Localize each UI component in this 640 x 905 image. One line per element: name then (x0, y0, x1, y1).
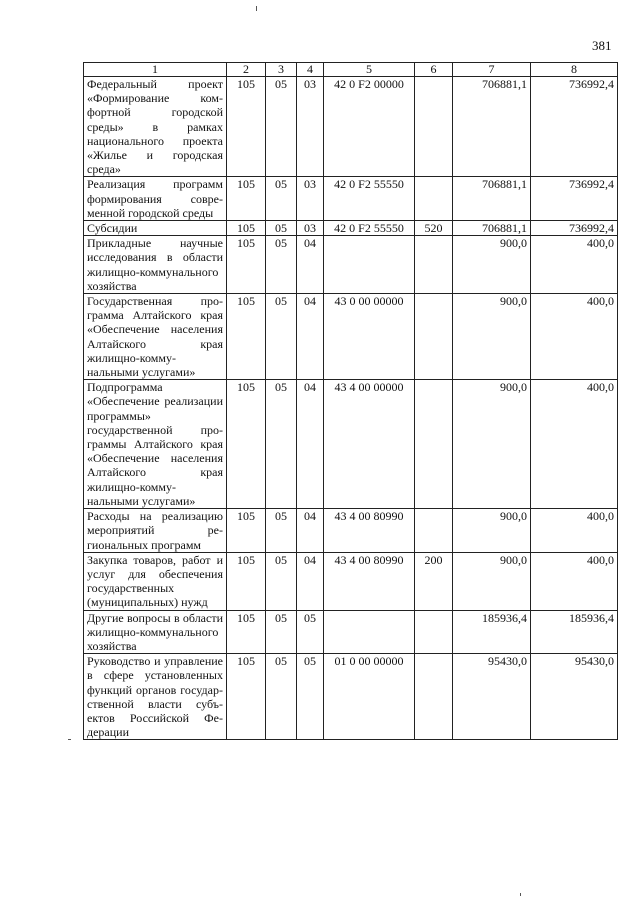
section-cell: 05 (266, 77, 297, 177)
amount-cell: 736992,4 (531, 77, 618, 177)
item-name-cell: Федеральный проект «Формирование комфортной городской среды» в рамках национального проекта «Жилье и городская среда» (84, 77, 227, 177)
subsection-cell: 03 (297, 177, 324, 221)
amount-cell: 400,0 (531, 294, 618, 380)
subsection-cell: 05 (297, 654, 324, 740)
section-cell: 05 (266, 236, 297, 294)
amount-cell: 400,0 (531, 552, 618, 610)
expense-type-cell (415, 380, 453, 509)
amount-cell: 400,0 (531, 236, 618, 294)
section-cell: 05 (266, 380, 297, 509)
expense-type-cell (415, 77, 453, 177)
column-header: 3 (266, 63, 297, 77)
amount-cell: 900,0 (453, 294, 531, 380)
amount-cell: 736992,4 (531, 177, 618, 221)
item-name-cell: Реализация программ формирования современной городской среды (84, 177, 227, 221)
item-name-cell: Подпрограмма «Обеспечение реализации программы» государственной программы Алтайского края «Обеспечение населения Алтайского края жилищно-коммунальными услугами» (84, 380, 227, 509)
target-article-cell: 01 0 00 00000 (324, 654, 415, 740)
amount-cell: 706881,1 (453, 221, 531, 236)
budget-table (83, 62, 618, 740)
target-article-cell: 43 0 00 00000 (324, 294, 415, 380)
code-cell: 105 (227, 654, 266, 740)
item-name-cell: Государственная программа Алтайского края «Обеспечение населения Алтайского края жилищно-коммунальными услугами» (84, 294, 227, 380)
amount-cell: 400,0 (531, 509, 618, 553)
item-name-cell: Субсидии (84, 221, 227, 236)
scan-speck (256, 6, 257, 11)
amount-cell: 900,0 (453, 509, 531, 553)
code-cell: 105 (227, 236, 266, 294)
column-header: 5 (324, 63, 415, 77)
code-cell: 105 (227, 552, 266, 610)
section-cell: 05 (266, 294, 297, 380)
subsection-cell: 03 (297, 221, 324, 236)
section-cell: 05 (266, 221, 297, 236)
table-row (84, 77, 618, 177)
column-header: 6 (415, 63, 453, 77)
amount-cell: 400,0 (531, 380, 618, 509)
section-cell: 05 (266, 654, 297, 740)
amount-cell: 900,0 (453, 380, 531, 509)
table-row (84, 654, 618, 740)
subsection-cell: 04 (297, 509, 324, 553)
item-name-cell: Руководство и управление в сфере установленных функций органов государственной власти субъектов Российской Федерации (84, 654, 227, 740)
code-cell: 105 (227, 177, 266, 221)
scan-speck (520, 893, 521, 896)
column-header: 1 (84, 63, 227, 77)
section-cell: 05 (266, 509, 297, 553)
subsection-cell: 05 (297, 610, 324, 654)
subsection-cell: 04 (297, 552, 324, 610)
code-cell: 105 (227, 380, 266, 509)
subsection-cell: 04 (297, 236, 324, 294)
scan-speck (68, 739, 71, 740)
table-row (84, 236, 618, 294)
expense-type-cell (415, 610, 453, 654)
subsection-cell: 04 (297, 380, 324, 509)
amount-cell: 900,0 (453, 552, 531, 610)
table-row (84, 177, 618, 221)
table-row (84, 610, 618, 654)
amount-cell: 900,0 (453, 236, 531, 294)
target-article-cell: 43 4 00 80990 (324, 509, 415, 553)
target-article-cell: 42 0 F2 55550 (324, 177, 415, 221)
target-article-cell (324, 610, 415, 654)
section-cell: 05 (266, 552, 297, 610)
code-cell: 105 (227, 221, 266, 236)
expense-type-cell (415, 177, 453, 221)
amount-cell: 185936,4 (453, 610, 531, 654)
target-article-cell: 42 0 F2 00000 (324, 77, 415, 177)
table-row (84, 221, 618, 236)
column-header: 7 (453, 63, 531, 77)
amount-cell: 95430,0 (531, 654, 618, 740)
table-row (84, 509, 618, 553)
expense-type-cell (415, 236, 453, 294)
section-cell: 05 (266, 610, 297, 654)
page-number: 381 (592, 38, 612, 53)
table-header-row (84, 63, 618, 77)
target-article-cell (324, 236, 415, 294)
code-cell: 105 (227, 77, 266, 177)
table-row (84, 380, 618, 509)
column-header: 2 (227, 63, 266, 77)
item-name-cell: Расходы на реализацию мероприятий региональных программ (84, 509, 227, 553)
amount-cell: 95430,0 (453, 654, 531, 740)
expense-type-cell: 520 (415, 221, 453, 236)
table-row (84, 294, 618, 380)
amount-cell: 706881,1 (453, 177, 531, 221)
subsection-cell: 03 (297, 77, 324, 177)
subsection-cell: 04 (297, 294, 324, 380)
expense-type-cell: 200 (415, 552, 453, 610)
item-name-cell: Прикладные научные исследования в области жилищно-коммунального хозяйства (84, 236, 227, 294)
expense-type-cell (415, 294, 453, 380)
target-article-cell: 43 4 00 00000 (324, 380, 415, 509)
target-article-cell: 43 4 00 80990 (324, 552, 415, 610)
column-header: 4 (297, 63, 324, 77)
item-name-cell: Закупка товаров, работ и услуг для обеспечения государственных (муниципальных) нужд (84, 552, 227, 610)
amount-cell: 185936,4 (531, 610, 618, 654)
amount-cell: 706881,1 (453, 77, 531, 177)
expense-type-cell (415, 654, 453, 740)
section-cell: 05 (266, 177, 297, 221)
target-article-cell: 42 0 F2 55550 (324, 221, 415, 236)
table-row (84, 552, 618, 610)
column-header: 8 (531, 63, 618, 77)
code-cell: 105 (227, 610, 266, 654)
code-cell: 105 (227, 294, 266, 380)
amount-cell: 736992,4 (531, 221, 618, 236)
item-name-cell: Другие вопросы в области жилищно-коммунального хозяйства (84, 610, 227, 654)
code-cell: 105 (227, 509, 266, 553)
expense-type-cell (415, 509, 453, 553)
